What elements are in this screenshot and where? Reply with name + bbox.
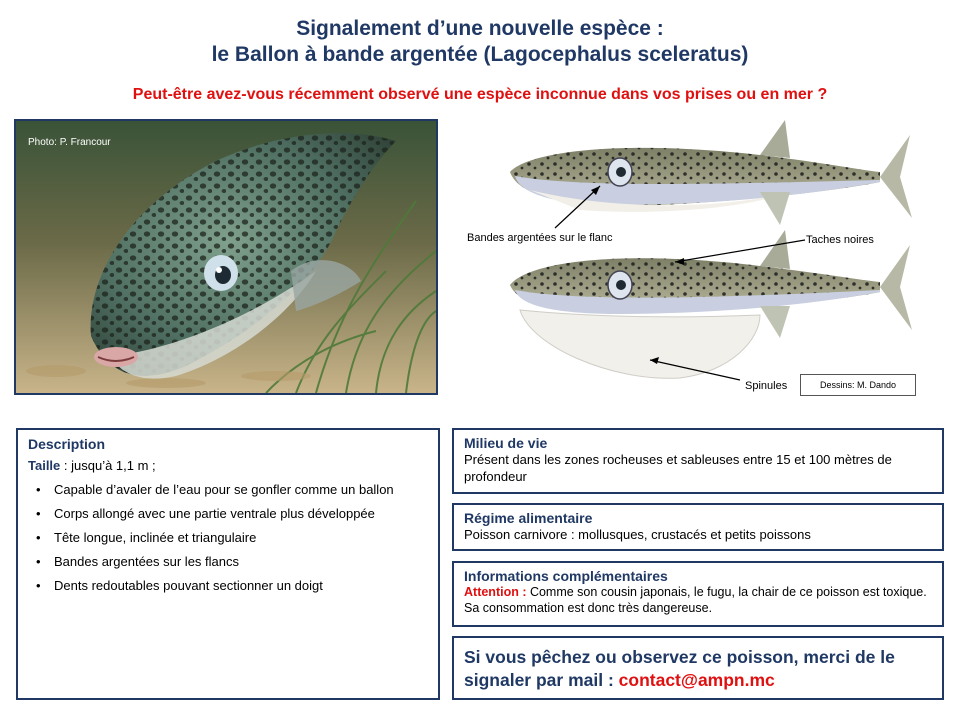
diet-text: Poisson carnivore : mollusques, crustacés et petits poissons (464, 527, 811, 542)
photo-credit: Photo: P. Francour (28, 137, 111, 148)
size-value: : jusqu’à 1,1 m ; (60, 458, 156, 473)
contact-message (464, 646, 932, 692)
description-heading: Description (28, 436, 106, 452)
habitat-text: Présent dans les zones rocheuses et sableuses entre 15 et 100 mètres de profondeur (464, 452, 892, 484)
list-item: • Bandes argentées sur les flancs (28, 554, 428, 569)
label-silver-bands: Bandes argentées sur le flanc (467, 232, 613, 244)
drawing-credit: Dessins: M. Dando (800, 374, 916, 396)
label-black-spots: Taches noires (806, 234, 874, 246)
contact-box (452, 636, 944, 700)
fish-photo-image (16, 121, 436, 393)
diet-box (452, 503, 944, 551)
size-label: Taille (28, 458, 61, 473)
info-heading: Informations complémentaires (464, 568, 668, 584)
info-box (452, 561, 944, 627)
list-item: • Corps allongé avec une partie ventrale plus développée (28, 506, 428, 521)
fish-drawing-normal (510, 120, 912, 225)
description-box (16, 428, 440, 700)
contact-email-link[interactable]: contact@ampn.mc (618, 670, 775, 690)
diet-heading: Régime alimentaire (464, 510, 593, 526)
description-list (28, 482, 428, 593)
info-body: Comme son cousin japonais, le fugu, la chair de ce poisson est toxique. Sa consommation est donc très dangereuse. (464, 585, 927, 615)
habitat-heading: Milieu de vie (464, 435, 548, 451)
contact-text: Si vous pêchez ou observez ce poisson, merci de le signaler par mail : (464, 647, 895, 690)
page-subtitle: Peut-être avez-vous récemment observé une espèce inconnue dans vos prises ou en mer ? (132, 86, 828, 103)
list-item: • Tête longue, inclinée et triangulaire (28, 530, 428, 545)
info-text (464, 584, 932, 616)
habitat-box (452, 428, 944, 494)
fish-drawings (460, 110, 950, 400)
attention-label: Attention : (464, 585, 527, 599)
title-line-1: Signalement d’une nouvelle espèce : (296, 17, 664, 40)
fish-drawing-inflated (510, 230, 912, 378)
list-item: • Capable d’avaler de l’eau pour se gonfler comme un ballon (28, 482, 428, 497)
size-line (28, 457, 428, 474)
fish-photo (14, 119, 438, 395)
title-line-2: le Ballon à bande argentée (Lagocephalus sceleratus) (211, 43, 749, 66)
page-title (0, 16, 960, 68)
label-spines: Spinules (745, 380, 788, 392)
list-item: • Dents redoutables pouvant sectionner un doigt (28, 578, 428, 593)
